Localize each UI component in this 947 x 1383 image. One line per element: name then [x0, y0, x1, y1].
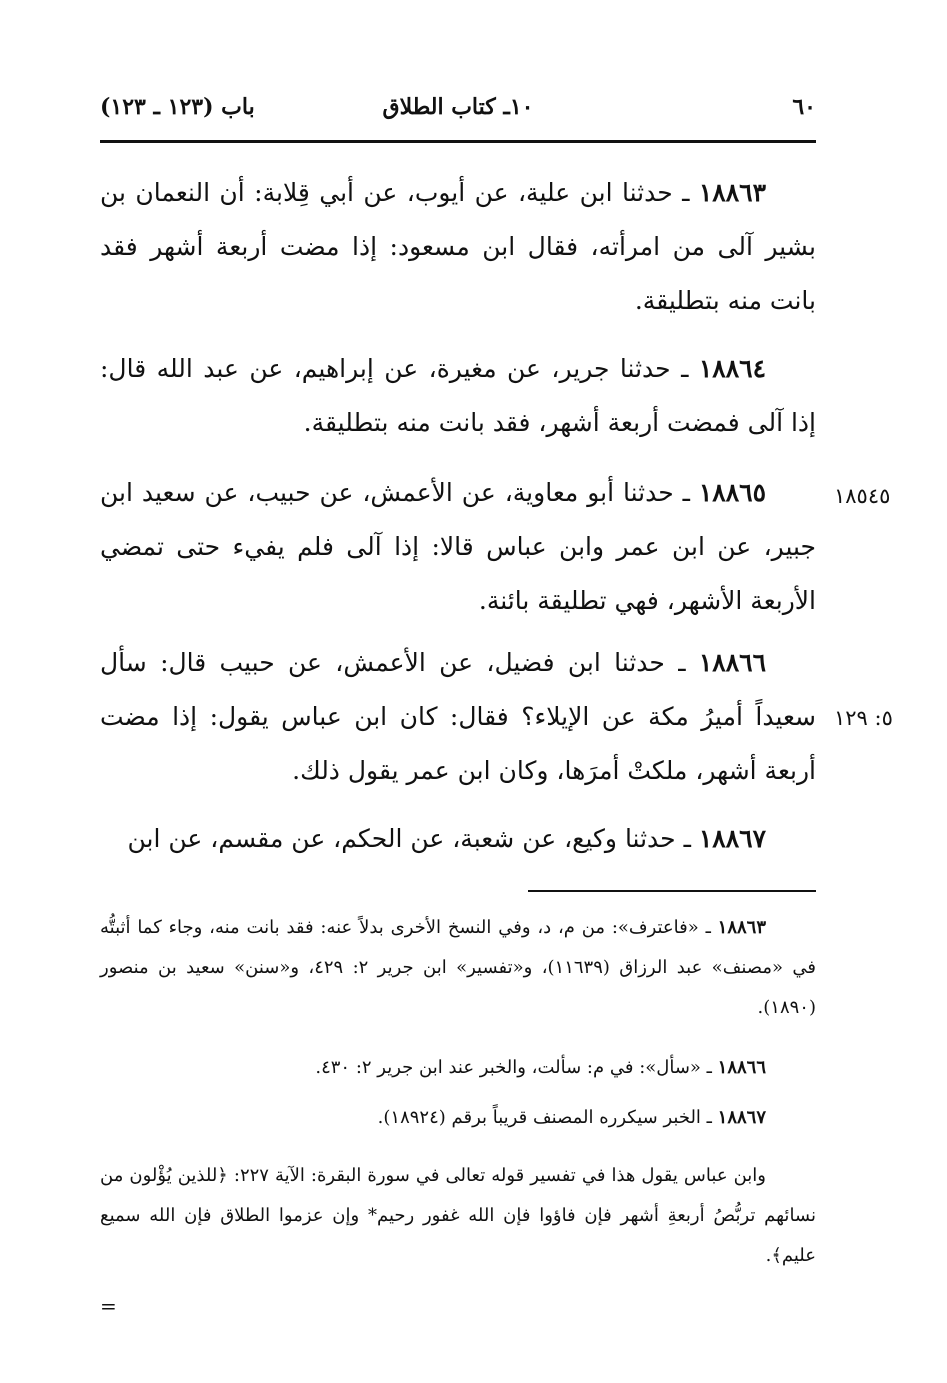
hadith-text: ـ حدثنا جرير، عن مغيرة، عن إبراهيم، عن عبد الله قال: إذا آلى فمضت أربعة أشهر، فقد بانت منه بتطليقة. — [100, 354, 816, 437]
footnote-18863 — [100, 908, 816, 1028]
margin-cross-reference: ١٨٥٤٥ — [834, 484, 891, 508]
footnote-rule — [528, 890, 816, 892]
hadith-text: ـ حدثنا ابن فضيل، عن الأعمش، عن حبيب قال: سأل سعيداً أميرُ مكة عن الإيلاء؟ فقال: كان ابن عباس يقول: إذا مضت أربعة أشهر، ملكتْ أمرَها، وكان ابن عمر يقول ذلك. — [100, 648, 816, 785]
hadith-number: ١٨٨٦٧ — [698, 824, 766, 853]
hadith-18863 — [100, 166, 816, 328]
hadith-text: ـ حدثنا وكيع، عن شعبة، عن الحكم، عن مقسم، عن ابن — [127, 824, 699, 853]
header-rule — [100, 140, 816, 143]
hadith-18864 — [100, 342, 816, 450]
hadith-18866 — [100, 636, 816, 798]
hadith-number: ١٨٨٦٣ — [698, 178, 766, 207]
book-title: ١٠ـ كتاب الطلاق — [382, 94, 534, 120]
hadith-18867 — [100, 812, 816, 866]
footnote-text: ـ الخبر سيكرره المصنف قريباً برقم (١٨٩٢٤). — [377, 1107, 718, 1128]
continuation-mark: = — [100, 1294, 117, 1318]
hadith-number: ١٨٨٦٥ — [698, 478, 766, 507]
margin-cross-reference: ٥: ١٢٩ — [834, 706, 893, 730]
footnote-text: وابن عباس يقول هذا في تفسير قوله تعالى في سورة البقرة: الآية ٢٢٧: ﴿للذين يُؤْلون من نسائهم تربُّصُ أربعةِ أشهر فإن فاؤوا فإن الله غفور رحيم* وإن عزموا الطلاق فإن الله سميع عليم﴾. — [100, 1165, 816, 1266]
footnote-text: ـ «فاعترف»: من م، د، وفي النسخ الأخرى بدلاً عنه: فقد بانت منه، وجاء كما أثبتُّه في «مصنف» عبد الرزاق (١١٦٣٩)، و«تفسير» ابن جرير ٢: ٤٢٩، و«سنن» سعيد بن منصور (١٨٩٠). — [100, 917, 816, 1018]
footnote-18866 — [100, 1048, 816, 1088]
hadith-number: ١٨٨٦٤ — [698, 354, 766, 383]
page-number: ٦٠ — [792, 94, 816, 120]
footnote-text: ـ «سأل»: في م: سألت، والخبر عند ابن جرير ٢: ٤٣٠. — [315, 1057, 718, 1078]
footnote-quran-note — [100, 1156, 816, 1276]
footnote-18867 — [100, 1098, 816, 1138]
footnote-number: ١٨٨٦٣ — [717, 917, 766, 938]
hadith-text: ـ حدثنا أبو معاوية، عن الأعمش، عن حبيب، عن سعيد ابن جبير، عن ابن عمر وابن عباس قالا: إذا آلى فلم يفيء حتى تمضي الأربعة الأشهر، فهي تطليقة بائنة. — [100, 478, 816, 615]
bab-heading: باب (١٢٣ ـ ١٢٣) — [100, 94, 255, 120]
running-header — [100, 94, 816, 134]
footnote-number: ١٨٨٦٦ — [717, 1057, 766, 1078]
hadith-number: ١٨٨٦٦ — [698, 648, 766, 677]
hadith-18865 — [100, 466, 816, 628]
footnote-number: ١٨٨٦٧ — [717, 1107, 766, 1128]
hadith-text: ـ حدثنا ابن علية، عن أيوب، عن أبي قِلابة: أن النعمان بن بشير آلى من امرأته، فقال ابن مسعود: إذا مضت أربعة أشهر فقد بانت منه بتطليقة. — [100, 178, 816, 315]
